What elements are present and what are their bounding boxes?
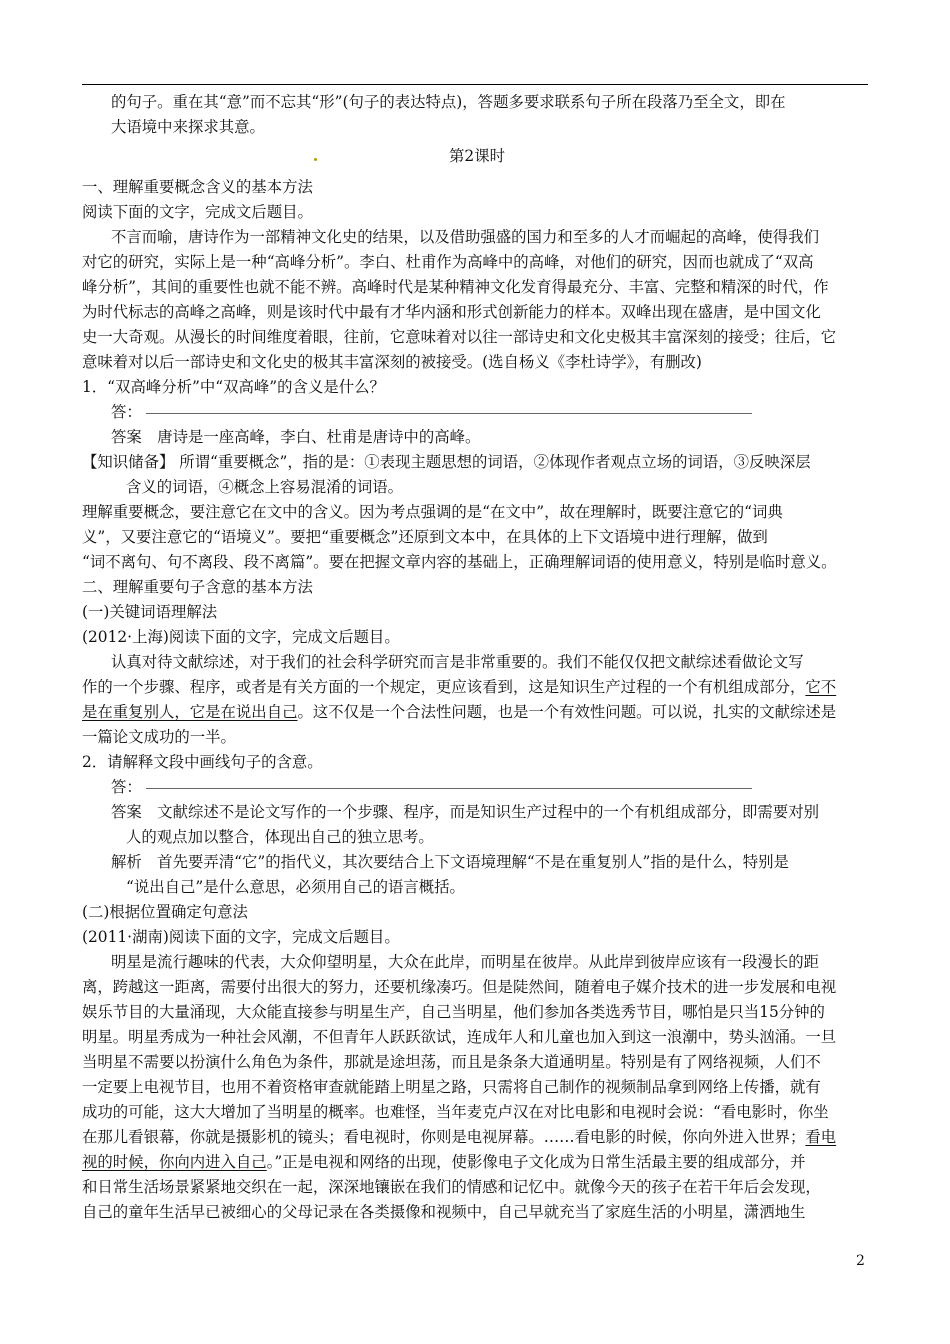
passage-line: 一定要上电视节目，也用不着资格审查就能踏上明星之路，只需将自己制作的视频制品拿到网络上传播，就有 — [82, 1078, 821, 1096]
text-line: 大语境中来探求其意。 — [111, 118, 265, 136]
passage-line: 为时代标志的高峰之高峰，则是该时代中最有才华内涵和形式创新能力的样本。双峰出现在盛唐，是中国文化 — [82, 303, 821, 321]
top-rule — [82, 84, 868, 85]
lesson-title-block — [82, 144, 872, 169]
explain-line: “词不离句、句不离段、段不离篇”。要在把握文章内容的基础上，正确理解词语的使用意义，特别是临时意义。 — [82, 553, 837, 571]
answer-text: 人的观点加以整合，体现出自己的独立思考。 — [126, 828, 434, 846]
section-title: 一、理解重要概念含义的基本方法 — [82, 178, 313, 196]
passage-line — [82, 1150, 872, 1175]
header-paragraph — [82, 90, 872, 140]
passage-line: 离，跨越这一距离，需要付出很大的努力，还要机缘凑巧。但是陡然间，随着电子媒介技术的进一步发展和电视 — [82, 978, 837, 996]
answer-label: 答： — [111, 778, 142, 796]
passage-line: 成功的可能，这大大增加了当明星的概率。也难怪，当年麦克卢汉在对比电影和电视时会说：“看电影时，你坐 — [82, 1103, 829, 1121]
passage-line: 认真对待文献综述，对于我们的社会科学研究而言是非常重要的。我们不能仅仅把文献综述看做论文写 — [111, 653, 804, 671]
answer-line-2 — [82, 775, 872, 800]
underlined-sentence: 看电 — [805, 1128, 837, 1146]
question-1: 1．“双高峰分析”中“双高峰”的含义是什么？ — [82, 378, 385, 396]
page-number: 2 — [856, 1253, 865, 1269]
answer-text: 答案 文献综述不是论文写作的一个步骤、程序，而是知识生产过程中的一个有机组成部分，即需要对别 — [111, 803, 819, 821]
passage-text: 。这不仅是一个合法性问题，也是一个有效性问题。可以说，扎实的文献综述是 — [297, 703, 837, 721]
passage-line: 明星。明星秀成为一种社会风潮，不但青年人跃跃欲试，连成年人和儿童也加入到这一浪潮中，势头汹涌。一旦 — [82, 1028, 837, 1046]
explain-line: 理解重要概念，要注意它在文中的含义。因为考点强调的是“在文中”，故在理解时，既要注意它的“词典 — [82, 503, 783, 521]
passage-line: 自己的童年生活早已被细心的父母记录在各类摄像和视频中，自己早就充当了家庭生活的小明星，潇洒地生 — [82, 1203, 806, 1221]
text-line: 的句子。重在其“意”而不忘其“形”(句子的表达特点)，答题多要求联系句子所在段落乃至全文，即在 — [111, 93, 786, 111]
answer-line-1 — [82, 400, 872, 425]
passage-line: 不言而喻，唐诗作为一部精神文化史的结果，以及借助强盛的国力和至多的人才而崛起的高峰，使得我们 — [111, 228, 819, 246]
passage-line: 峰分析”，其间的重要性也就不能不辨。高峰时代是某种精神文化发育得最充分、丰富、完整和精深的时代，作 — [82, 278, 829, 296]
question-2: 2．请解释文段中画线句子的含意。 — [82, 753, 323, 771]
knowledge-line: 【知识储备】 所谓“重要概念”，指的是：①表现主题思想的词语，②体现作者观点立场的词语，③反映深层 — [82, 453, 811, 471]
underlined-sentence: 它不 — [805, 678, 837, 696]
passage-text: 在那儿看银幕，你就是摄影机的镜头；看电视时，你则是电视屏幕。……看电影的时候，你向外进入世界； — [82, 1128, 806, 1146]
passage-line: 明星是流行趣味的代表，大众仰望明星，大众在此岸，而明星在彼岸。从此岸到彼岸应该有一段漫长的距 — [111, 953, 819, 971]
source-line: (2011·湖南)阅读下面的文字，完成文后题目。 — [82, 928, 400, 946]
underlined-sentence: 是在重复别人，它是在说出自己 — [82, 703, 298, 721]
instruction: 阅读下面的文字，完成文后题目。 — [82, 203, 313, 221]
subsection-title: (一)关键词语理解法 — [82, 603, 218, 621]
passage-line: 对它的研究，实际上是一种“高峰分析”。李白、杜甫作为高峰中的高峰，对他们的研究，因而也就成了“双高 — [82, 253, 814, 271]
source-line: (2012·上海)阅读下面的文字，完成文后题目。 — [82, 628, 400, 646]
knowledge-line: 含义的词语，④概念上容易混淆的词语。 — [126, 478, 404, 496]
underlined-sentence: 视的时候，你向内进入自己 — [82, 1153, 267, 1171]
answer-label: 答： — [111, 403, 142, 421]
section-2 — [82, 575, 872, 1225]
passage-line: 娱乐节目的大量涌现，大众能直接参与明星生产，自己当明星，他们参加各类选秀节目，哪怕是只当15分钟的 — [82, 1003, 825, 1021]
explain-line: 义”，又要注意它的“语境义”。要把“重要概念”还原到文本中，在具体的上下文语境中进行理解，做到 — [82, 528, 768, 546]
passage-line — [82, 700, 872, 725]
passage-line: 当明星不需要以扮演什么角色为条件，那就是途坦荡，而且是条条大道通明星。特别是有了网络视频，人们不 — [82, 1053, 821, 1071]
answer-blank[interactable] — [146, 413, 752, 414]
passage-line: 一篇论文成功的一半。 — [82, 728, 236, 746]
section-1 — [82, 175, 872, 575]
subsection-title: (二)根据位置确定句意法 — [82, 903, 248, 921]
passage-line: 和日常生活场景紧紧地交织在一起，深深地镶嵌在我们的情感和记忆中。就像今天的孩子在若干年后会发现， — [82, 1178, 821, 1196]
analysis-text: “说出自己”是什么意思，必须用自己的语言概括。 — [126, 878, 465, 896]
analysis-text: 解析 首先要弄清“它”的指代义，其次要结合上下文语境理解“不是在重复别人”指的是什么，特别是 — [111, 853, 789, 871]
answer-text: 答案 唐诗是一座高峰，李白、杜甫是唐诗中的高峰。 — [111, 428, 481, 446]
passage-line — [82, 675, 872, 700]
passage-text: 作的一个步骤、程序，或者是有关方面的一个规定，更应该看到，这是知识生产过程的一个有机组成部分， — [82, 678, 806, 696]
passage-line — [82, 1125, 872, 1150]
section-title: 二、理解重要句子含意的基本方法 — [82, 578, 313, 596]
passage-line: 史一大奇观。从漫长的时间维度着眼，往前，它意味着对以往一部诗史和文化史极其丰富深刻的接受；往后，它 — [82, 328, 837, 346]
answer-blank[interactable] — [146, 788, 752, 789]
lesson-title: 第2课时 — [449, 147, 505, 165]
passage-line: 意味着对以后一部诗史和文化史的极其丰富深刻的被接受。(选自杨义《李杜诗学》，有删改) — [82, 353, 702, 371]
passage-text: 。”正是电视和网络的出现，使影像电子文化成为日常生活最主要的组成部分，并 — [266, 1153, 806, 1171]
